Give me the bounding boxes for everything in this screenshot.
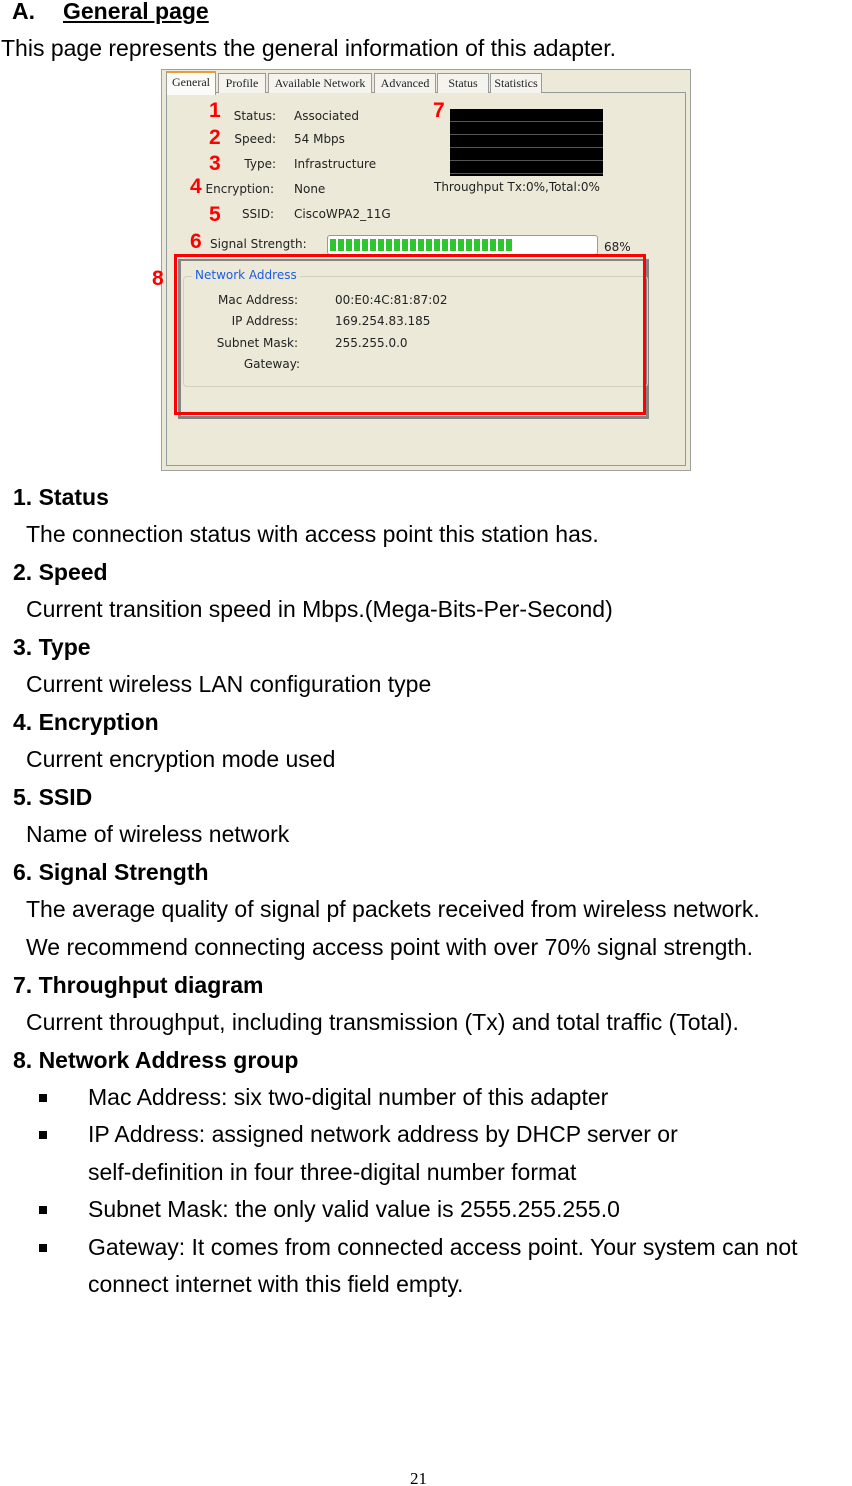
item-heading-encryption: 4. Encryption — [13, 709, 159, 735]
bullet-gateway-cont: connect internet with this field empty. — [88, 1271, 464, 1297]
signal-strength-percent: 68% — [604, 240, 631, 254]
throughput-graph — [450, 109, 603, 176]
tab-profile[interactable]: Profile — [218, 73, 266, 93]
gateway-label: Gateway: — [243, 357, 300, 371]
item-heading-status: 1. Status — [13, 484, 109, 510]
mac-address-label: Mac Address: — [218, 293, 298, 307]
tab-advanced[interactable]: Advanced — [374, 73, 436, 93]
marker-7: 7 — [433, 99, 445, 122]
marker-4: 4 — [190, 175, 202, 198]
item-heading-type: 3. Type — [13, 634, 91, 660]
signal-strength-fill — [330, 239, 512, 251]
marker-5: 5 — [209, 203, 221, 226]
item-heading-speed: 2. Speed — [13, 559, 108, 585]
mac-address-value: 00:E0:4C:81:87:02 — [335, 293, 448, 307]
signal-strength-label: Signal Strength: — [210, 237, 307, 251]
marker-6: 6 — [190, 230, 202, 253]
item-heading-network: 8. Network Address group — [13, 1047, 299, 1073]
bullet-ip: IP Address: assigned network address by DHCP server or — [88, 1121, 678, 1147]
item-desc-type: Current wireless LAN configuration type — [26, 671, 432, 697]
item-desc-signal-1: The average quality of signal pf packets received from wireless network. — [26, 896, 760, 922]
bullet-icon — [39, 1094, 47, 1102]
ip-address-label: IP Address: — [231, 314, 298, 328]
marker-8: 8 — [152, 267, 164, 290]
signal-strength-bar — [327, 235, 598, 255]
bullet-gateway: Gateway: It comes from connected access point. Your system can not — [88, 1234, 798, 1260]
bullet-ip-cont: self-definition in four three-digital number format — [88, 1159, 577, 1185]
subnet-mask-label: Subnet Mask: — [216, 336, 298, 350]
item-heading-ssid: 5. SSID — [13, 784, 93, 810]
subnet-mask-value: 255.255.0.0 — [335, 336, 408, 350]
bullet-icon — [39, 1206, 47, 1214]
tab-available-network[interactable]: Available Network — [268, 73, 372, 93]
encryption-label: Encryption: — [205, 182, 274, 196]
marker-3: 3 — [209, 152, 221, 175]
encryption-value: None — [294, 182, 326, 196]
marker-1: 1 — [209, 99, 221, 122]
marker-2: 2 — [209, 126, 221, 149]
speed-label: Speed: — [234, 132, 276, 146]
bullet-icon — [39, 1244, 47, 1252]
ssid-value: CiscoWPA2_11G — [294, 207, 391, 221]
status-label: Status: — [233, 109, 276, 123]
adapter-general-screenshot — [152, 69, 691, 471]
ssid-label: SSID: — [241, 207, 274, 221]
status-value: Associated — [294, 109, 360, 123]
section-title: General page — [63, 0, 209, 24]
bullet-subnet: Subnet Mask: the only valid value is 2555.255.255.0 — [88, 1196, 620, 1222]
speed-value: 54 Mbps — [294, 132, 345, 146]
section-letter: A. — [12, 0, 35, 24]
ip-address-value: 169.254.83.185 — [335, 314, 431, 328]
type-value: Infrastructure — [294, 157, 377, 171]
network-address-title: Network Address — [192, 268, 300, 282]
page-number: 21 — [410, 1469, 427, 1486]
item-desc-speed: Current transition speed in Mbps.(Mega-Bits-Per-Second) — [26, 596, 613, 622]
item-desc-ssid: Name of wireless network — [26, 821, 290, 847]
item-heading-throughput: 7. Throughput diagram — [13, 972, 264, 998]
item-desc-status: The connection status with access point this station has. — [26, 521, 599, 547]
highlight-box-8 — [174, 254, 646, 415]
tab-status[interactable]: Status — [437, 73, 489, 93]
tab-general[interactable]: General — [166, 71, 216, 95]
bullet-mac: Mac Address: six two-digital number of this adapter — [88, 1084, 609, 1110]
section-intro: This page represents the general information of this adapter. — [1, 35, 616, 61]
throughput-text: Throughput Tx:0%,Total:0% — [434, 180, 600, 194]
type-label: Type: — [244, 157, 276, 171]
item-desc-throughput: Current throughput, including transmission (Tx) and total traffic (Total). — [26, 1009, 739, 1035]
tab-statistics[interactable]: Statistics — [490, 73, 542, 93]
bullet-icon — [39, 1131, 47, 1139]
item-heading-signal: 6. Signal Strength — [13, 859, 209, 885]
item-desc-encryption: Current encryption mode used — [26, 746, 336, 772]
item-desc-signal-2: We recommend connecting access point with over 70% signal strength. — [26, 934, 754, 960]
